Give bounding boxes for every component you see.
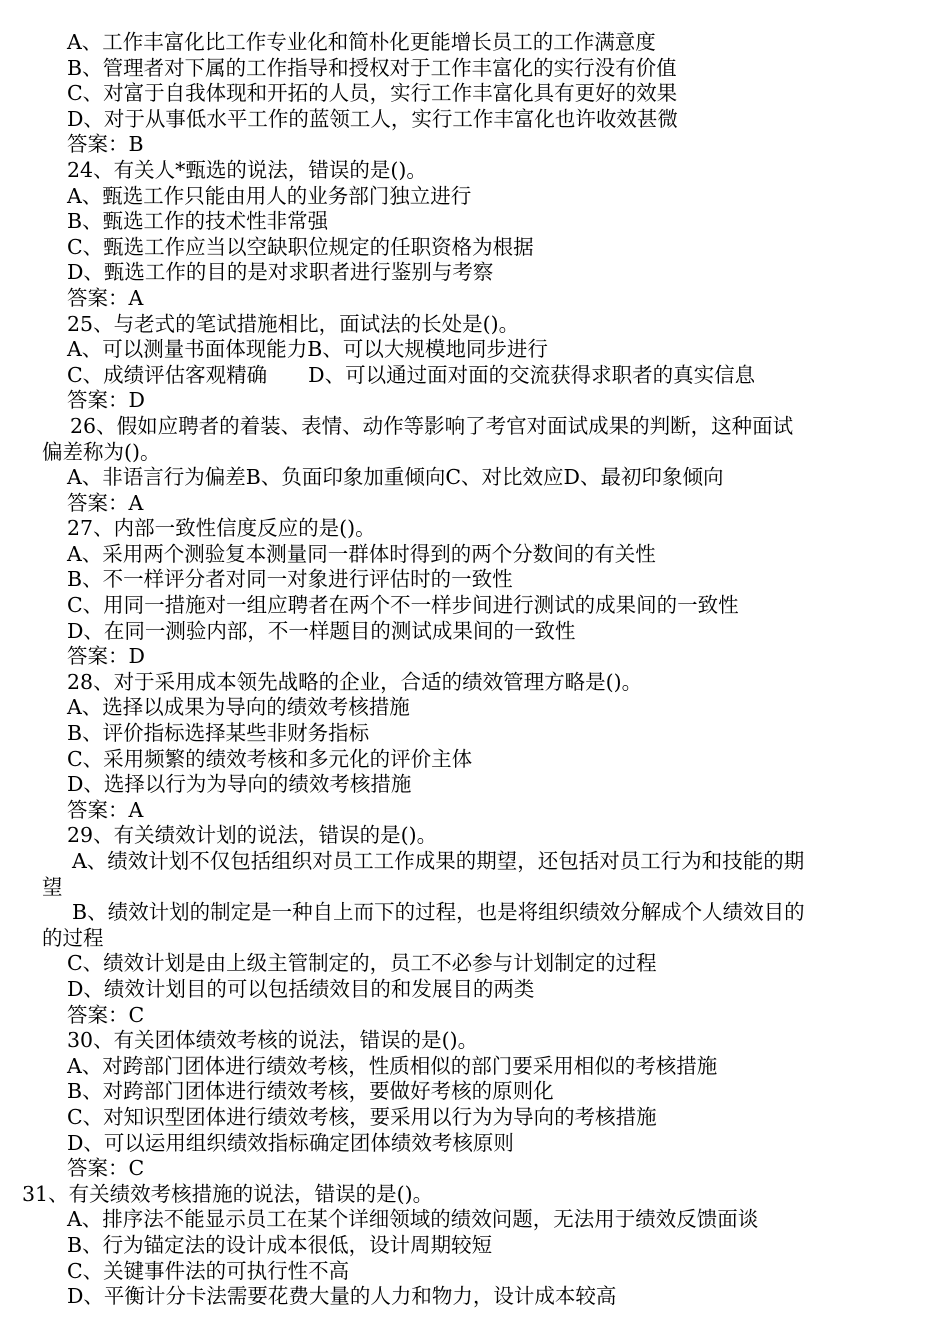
answer-line: 答案：C	[67, 1002, 145, 1027]
option-line: A、选择以成果为导向的绩效考核措施	[67, 695, 410, 720]
option-line: C、对知识型团体进行绩效考核，要采用以行为为导向的考核措施	[67, 1104, 657, 1129]
text-line: A、工作丰富化比工作专业化和简朴化更能增长员工的工作满意度	[67, 30, 656, 54]
question-line: 24、有关人*甄选的说法，错误的是()。	[67, 157, 427, 182]
question-line-wrap: 偏差称为()。	[42, 439, 161, 464]
question-line: 30、有关团体绩效考核的说法，错误的是()。	[67, 1028, 479, 1053]
question-line: 31、有关绩效考核措施的说法，错误的是()。	[22, 1181, 434, 1206]
question-line: 25、与老式的笔试措施相比，面试法的长处是()。	[67, 311, 520, 336]
option-line: A、非语言行为偏差B、负面印象加重倾向C、对比效应D、最初印象倾向	[67, 465, 724, 490]
option-line: C、绩效计划是由上级主管制定的，员工不必参与计划制定的过程	[67, 951, 657, 976]
option-line: B、甄选工作的技术性非常强	[67, 209, 329, 234]
option-line: A、绩效计划不仅包括组织对员工工作成果的期望，还包括对员工行为和技能的期	[72, 849, 805, 873]
option-line: B、不一样评分者对同一对象进行评估时的一致性	[67, 567, 513, 592]
answer-line: 答案：B	[67, 132, 144, 157]
option-line: C、关键事件法的可执行性不高	[67, 1258, 350, 1283]
option-line: D、在同一测验内部，不一样题目的测试成果间的一致性	[67, 618, 576, 643]
option-line: D、甄选工作的目的是对求职者进行鉴别与考察	[67, 260, 494, 285]
answer-line: 答案：D	[67, 388, 145, 413]
option-line: A、排序法不能显示员工在某个详细领域的绩效问题，无法用于绩效反馈面谈	[67, 1207, 759, 1232]
option-line: B、对跨部门团体进行绩效考核，要做好考核的原则化	[67, 1079, 554, 1104]
answer-line: 答案：D	[67, 644, 145, 669]
question-line: 27、内部一致性信度反应的是()。	[67, 516, 376, 541]
answer-line: 答案：C	[67, 1156, 145, 1181]
option-line-wrap: 的过程	[42, 925, 104, 950]
option-line: A、对跨部门团体进行绩效考核，性质相似的部门要采用相似的考核措施	[67, 1053, 718, 1078]
option-line: D、平衡计分卡法需要花费大量的人力和物力，设计成本较高	[67, 1284, 617, 1309]
text-line: B、管理者对下属的工作指导和授权对于工作丰富化的实行没有价值	[67, 55, 677, 80]
answer-line: 答案：A	[67, 797, 144, 822]
option-line: D、选择以行为为导向的绩效考核措施	[67, 772, 412, 797]
question-line: 28、对于采用成本领先战略的企业，合适的绩效管理方略是()。	[67, 669, 643, 694]
option-line: C、用同一措施对一组应聘者在两个不一样步间进行测试的成果间的一致性	[67, 593, 739, 618]
option-line: D、绩效计划目的可以包括绩效目的和发展目的两类	[67, 976, 535, 1001]
question-line: 26、假如应聘者的着装、表情、动作等影响了考官对面试成果的判断，这种面试	[70, 413, 794, 438]
document-body	[0, 30, 950, 1310]
option-line: A、甄选工作只能由用人的业务部门独立进行	[67, 183, 472, 208]
option-line: B、绩效计划的制定是一种自上而下的过程，也是将组织绩效分解成个人绩效目的	[72, 900, 805, 925]
option-line-wrap: 望	[42, 874, 63, 899]
option-line: A、采用两个测验复本测量同一群体时得到的两个分数间的有关性	[67, 541, 656, 566]
answer-line: 答案：A	[67, 490, 144, 515]
option-line: C、成绩评估客观精确 D、可以通过面对面的交流获得求职者的真实信息	[67, 362, 756, 387]
option-line: D、可以运用组织绩效指标确定团体绩效考核原则	[67, 1130, 514, 1155]
option-line: C、甄选工作应当以空缺职位规定的任职资格为根据	[67, 234, 534, 259]
question-line: 29、有关绩效计划的说法，错误的是()。	[67, 823, 438, 848]
option-line: B、行为锚定法的设计成本很低，设计周期较短	[67, 1232, 493, 1257]
option-line: A、可以测量书面体现能力B、可以大规模地同步进行	[67, 337, 548, 362]
option-line: B、评价指标选择某些非财务指标	[67, 721, 370, 746]
answer-line: 答案：A	[67, 285, 144, 310]
text-line: C、对富于自我体现和开拓的人员，实行工作丰富化具有更好的效果	[67, 81, 678, 106]
option-line: C、采用频繁的绩效考核和多元化的评价主体	[67, 746, 473, 771]
text-line: D、对于从事低水平工作的蓝领工人，实行工作丰富化也许收效甚微	[67, 106, 678, 131]
